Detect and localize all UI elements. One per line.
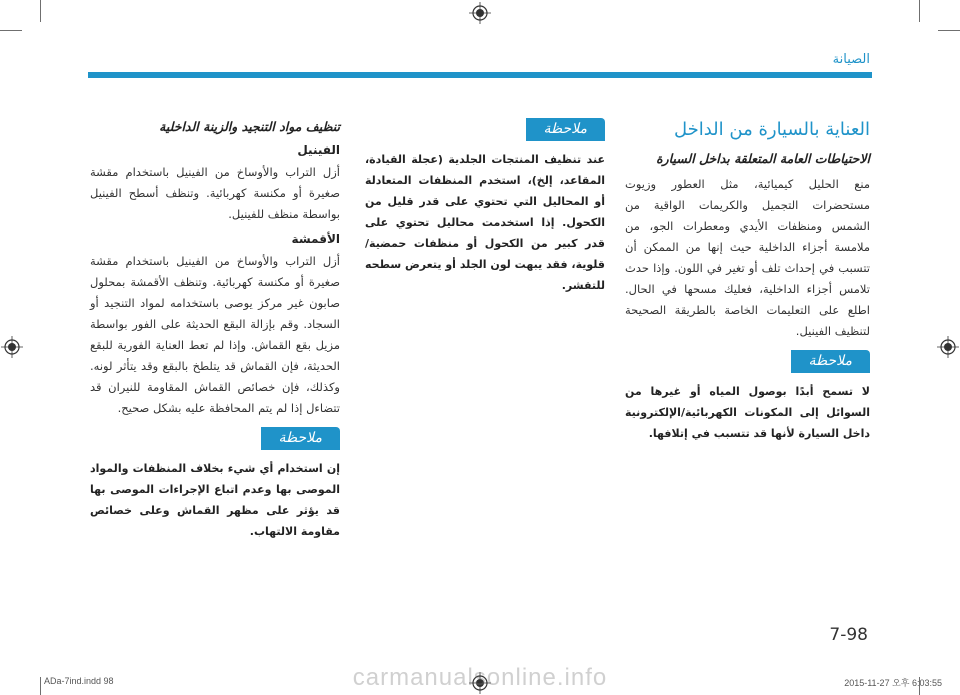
upholstery-heading: تنظيف مواد التنجيد والزينة الداخلية <box>159 119 340 134</box>
right-column <box>625 118 870 444</box>
section-divider <box>88 72 872 78</box>
crop-mark <box>40 0 41 22</box>
watermark: carmanualsonline.info <box>352 664 608 691</box>
file-info: ADa-7ind.indd 98 <box>44 676 114 686</box>
vinyl-heading: الفينيل <box>297 143 340 157</box>
caution-label: ملاحظة <box>526 118 606 141</box>
registration-mark-icon <box>937 336 959 358</box>
caution-block <box>365 118 605 149</box>
crop-mark <box>919 0 920 22</box>
registration-mark-icon <box>1 336 23 358</box>
general-precautions-heading: الاحتياطات العامة المتعلقة بداخل السيارة <box>656 151 870 166</box>
interior-care-heading: العناية بالسيارة من الداخل <box>673 119 870 140</box>
leather-caution-text: عند تنظيف المنتجات الجلدية (عجلة القيادة، المقاعد، إلخ)، استخدم المنظفات المتعادلة أو المحاليل التي تحتوي على قدر قليل من الكحول. إذا استخدمت محاليل تحتوي على قدر كبير من الكحول أو منظفات حمضية/قلوية، فقد يبهت لون الجلد أو يتعرض سطحه للتقشر. <box>365 153 605 292</box>
registration-mark-icon <box>469 2 491 24</box>
caution-block <box>90 419 340 458</box>
section-title: الصيانة <box>832 52 870 67</box>
page-number: 7-98 <box>829 625 868 645</box>
caution-text: لا تسمح أبدًا بوصول المياه أو غيرها من السوائل إلى المكونات الكهربائية/الإلكترونية داخل السيارة لأنها قد تتسبب في إتلافها. <box>625 385 870 440</box>
crop-mark <box>0 30 22 31</box>
caution-label: ملاحظة <box>791 350 871 373</box>
caution-label: ملاحظة <box>261 427 341 450</box>
middle-column <box>365 118 605 296</box>
crop-mark <box>938 30 960 31</box>
left-column <box>90 118 340 542</box>
general-precautions-text: منع الحليل كيميائية، مثل العطور وزيوت مستحضرات التجميل والكريمات الواقية من الشمس ومنظفات الأيدي ومعطرات الجو، من ملامسة أجزاء الداخلية حيث إنها من الممكن أن تتسبب في إحداث تلف أو تغير في اللون. وإذا حدث تلامس أجزاء الداخلية، فعليك مسحها في الحال. اطلع على التعليمات الخاصة بالطريقة الصحيحة لتنظيف الفينيل. <box>625 177 870 338</box>
fabric-heading: الأقمشة <box>291 232 340 246</box>
caution-block <box>625 342 870 381</box>
date-info: 2015-11-27 오후 6:03:55 <box>844 678 942 688</box>
vinyl-text: أزل التراب والأوساخ من الفينيل باستخدام مقشة صغيرة أو مكنسة كهربائية. وتنظف أسطح الفينيل بواسطة منظف للفينيل. <box>90 165 340 221</box>
fabric-caution-text: إن استخدام أي شيء بخلاف المنظفات والمواد الموصى بها وعدم اتباع الإجراءات الموصى بها قد يؤثر على مظهر القماش وعلى خصائص مقاومة الالتهاب. <box>90 462 340 538</box>
fabric-text: أزل التراب والأوساخ من الفينيل باستخدام مقشة صغيرة أو مكنسة كهربائية. وتنظف الأقمشة بمحلول صابون غير مركز يوصى باستخدامه لمواد التنجيد أو السجاد. وقم بإزالة البقع الحديثة على الفور بواسطة مزيل بقع القماش. وإذا لم تعط العناية الفورية للبقع الحديثة، فإن القماش قد يتلطخ بالبقع وقد يتأثر لونه. وكذلك، فإن خصائص القماش المقاومة للنيران قد تتضاءل إذا لم يتم المحافظة عليه بشكل صحيح. <box>90 254 340 415</box>
